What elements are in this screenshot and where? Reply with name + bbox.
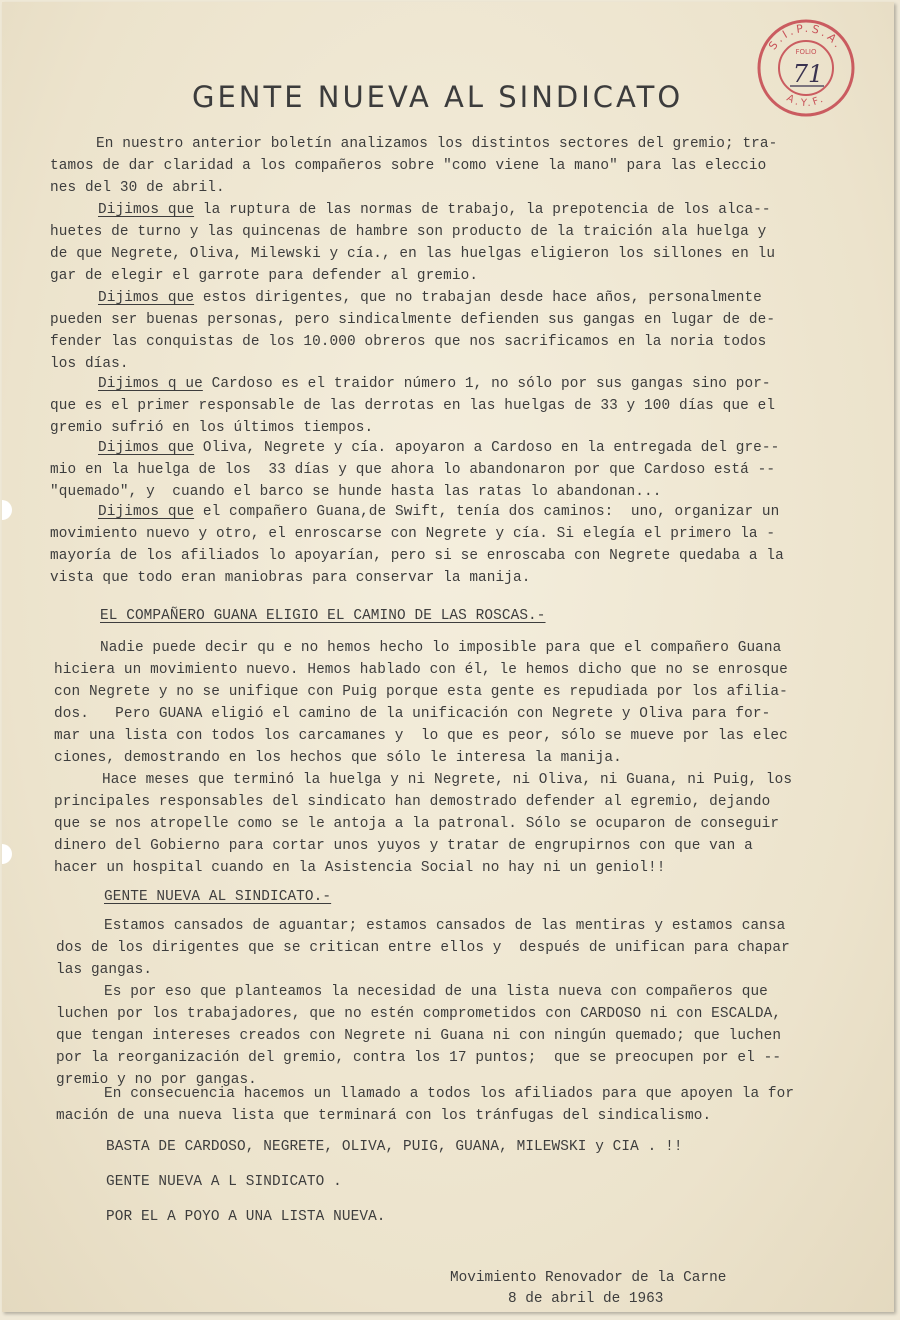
text-line: que se nos atropelle como se le antoja a la patronal. Sólo se ocuparon de conseguir (54, 816, 780, 832)
paragraph-dijimos-5-first (98, 503, 779, 521)
folio-stamp (754, 16, 858, 120)
stamp-folio-number: 71 (792, 60, 824, 88)
text-line: mayoría de los afiliados lo apoyarían, pero si se enroscaba con Negrete quedaba a la (50, 548, 784, 564)
text-line: que es el primer responsable de las derrotas en las huelgas de 33 y 100 días que el (50, 398, 776, 414)
text-line: Hace meses que terminó la huelga y ni Negrete, ni Oliva, ni Guana, ni Puig, los (102, 772, 793, 788)
text-line: por la reorganización del gremio, contra los 17 puntos; que se preocupen por el -- (56, 1050, 782, 1066)
text-line: los días. (50, 356, 129, 372)
text-line: la ruptura de las normas de trabajo, la prepotencia de los alca-- (194, 202, 771, 218)
text-line: vista que todo eran maniobras para conservar la manija. (50, 570, 531, 586)
document-title: GENTE NUEVA AL SINDICATO (192, 80, 684, 114)
text-line: estos dirigentes, que no trabajan desde hace años, personalmente (194, 290, 762, 306)
text-line: huetes de turno y las quincenas de hambre son producto de la traición ala huelga y (50, 224, 767, 240)
dijimos-lead: Dijimos q ue (98, 376, 203, 392)
text-line: dinero del Gobierno para cortar unos yuyos y tratar de engrupirnos con que van a (54, 838, 753, 854)
text-line: de que Negrete, Oliva, Milewski y cía., en las huelgas eligieron los sillones en lu (50, 246, 776, 262)
punch-hole (2, 500, 12, 520)
text-line: gar de elegir el garrote para defender al gremio. (50, 268, 479, 284)
stamp-top-text: S.I.P.S.A. (766, 21, 847, 53)
dijimos-lead: Dijimos que (98, 290, 195, 306)
section-heading: EL COMPAÑERO GUANA ELIGIO EL CAMINO DE LAS ROSCAS.- (100, 608, 546, 624)
text-line: hacer un hospital cuando en la Asistencia Social no hay ni un geniol!! (54, 860, 666, 876)
signature-date: 8 de abril de 1963 (508, 1291, 664, 1307)
text-line: Cardoso es el traidor número 1, no sólo por sus gangas sino por- (202, 376, 771, 392)
text-line: Estamos cansados de aguantar; estamos cansados de las mentiras y estamos cansa (104, 918, 786, 934)
text-line: En consecuencia hacemos un llamado a todos los afiliados para que apoyen la for (104, 1086, 795, 1102)
slogan-line: BASTA DE CARDOSO, NEGRETE, OLIVA, PUIG, GUANA, MILEWSKI y CIA . !! (106, 1139, 683, 1155)
section-heading: GENTE NUEVA AL SINDICATO.- (104, 889, 332, 905)
text-line: movimiento nuevo y otro, el enroscarse con Negrete y cía. Si elegía el primero la - (50, 526, 776, 542)
slogan-line: GENTE NUEVA A L SINDICATO . (106, 1174, 342, 1190)
text-line: gremio y no por gangas. (56, 1072, 257, 1088)
dijimos-lead: Dijimos que (98, 202, 195, 218)
text-line: dos. Pero GUANA eligió el camino de la unificación con Negrete y Oliva para for- (54, 706, 771, 722)
text-line: hiciera un movimiento nuevo. Hemos hablado con él, le hemos dicho que no se enrosque (54, 662, 788, 678)
text-line: las gangas. (56, 962, 153, 978)
text-line: mar una lista con todos los carcamanes y lo que es peor, sólo se mueve por las elec (54, 728, 788, 744)
text-line: el compañero Guana,de Swift, tenía dos caminos: uno, organizar un (194, 504, 780, 520)
stamp-folio-label: FOLIO (795, 48, 817, 56)
stamp-bottom-text: A.Y.F. (784, 92, 828, 110)
text-line: dos de los dirigentes que se critican entre ellos y después de unifican para chapar (56, 940, 790, 956)
text-line: Es por eso que planteamos la necesidad de una lista nueva con compañeros que (104, 984, 768, 1000)
text-line: pueden ser buenas personas, pero sindicalmente defienden sus gangas en lugar de de- (50, 312, 776, 328)
text-line: que tengan intereses creados con Negrete ni Guana ni con ningún quemado; que luchen (56, 1028, 782, 1044)
text-line: mación de una nueva lista que terminará con los tránfugas del sindicalismo. (56, 1108, 712, 1124)
text-line: gremio sufrió en los últimos tiempos. (50, 420, 374, 436)
signature-organization: Movimiento Renovador de la Carne (450, 1270, 727, 1286)
paragraph-dijimos-2-first (98, 289, 762, 307)
text-line: Oliva, Negrete y cía. apoyaron a Cardoso en la entregada del gre-- (194, 440, 780, 456)
paragraph-dijimos-3-first (98, 375, 771, 393)
text-line: con Negrete y no se unifique con Puig porque esta gente es repudiada por los afilia- (54, 684, 788, 700)
text-line: Nadie puede decir qu e no hemos hecho lo imposible para que el compañero Guana (100, 640, 782, 656)
dijimos-lead: Dijimos que (98, 504, 195, 520)
text-line: principales responsables del sindicato han demostrado defender al egremio, dejando (54, 794, 771, 810)
document-page (2, 2, 894, 1312)
text-line: En nuestro anterior boletín analizamos los distintos sectores del gremio; tra- (96, 136, 778, 152)
text-line: "quemado", y cuando el barco se hunde hasta las ratas lo abandonan... (50, 484, 662, 500)
slogan-line: POR EL A POYO A UNA LISTA NUEVA. (106, 1209, 386, 1225)
paragraph-dijimos-1-first (98, 201, 771, 219)
dijimos-lead: Dijimos que (98, 440, 195, 456)
text-line: nes del 30 de abril. (50, 180, 225, 196)
text-line: ciones, demostrando en los hechos que sólo le interesa la manija. (54, 750, 622, 766)
text-line: tamos de dar claridad a los compañeros sobre "como viene la mano" para las eleccio (50, 158, 767, 174)
paragraph-dijimos-4-first (98, 439, 779, 457)
text-line: fender las conquistas de los 10.000 obreros que nos sacrificamos en la noria todos (50, 334, 767, 350)
text-line: mio en la huelga de los 33 días y que ahora lo abandonaron por que Cardoso está -- (50, 462, 776, 478)
punch-hole (2, 844, 12, 864)
text-line: luchen por los trabajadores, que no estén comprometidos con CARDOSO ni con ESCALDA, (56, 1006, 782, 1022)
